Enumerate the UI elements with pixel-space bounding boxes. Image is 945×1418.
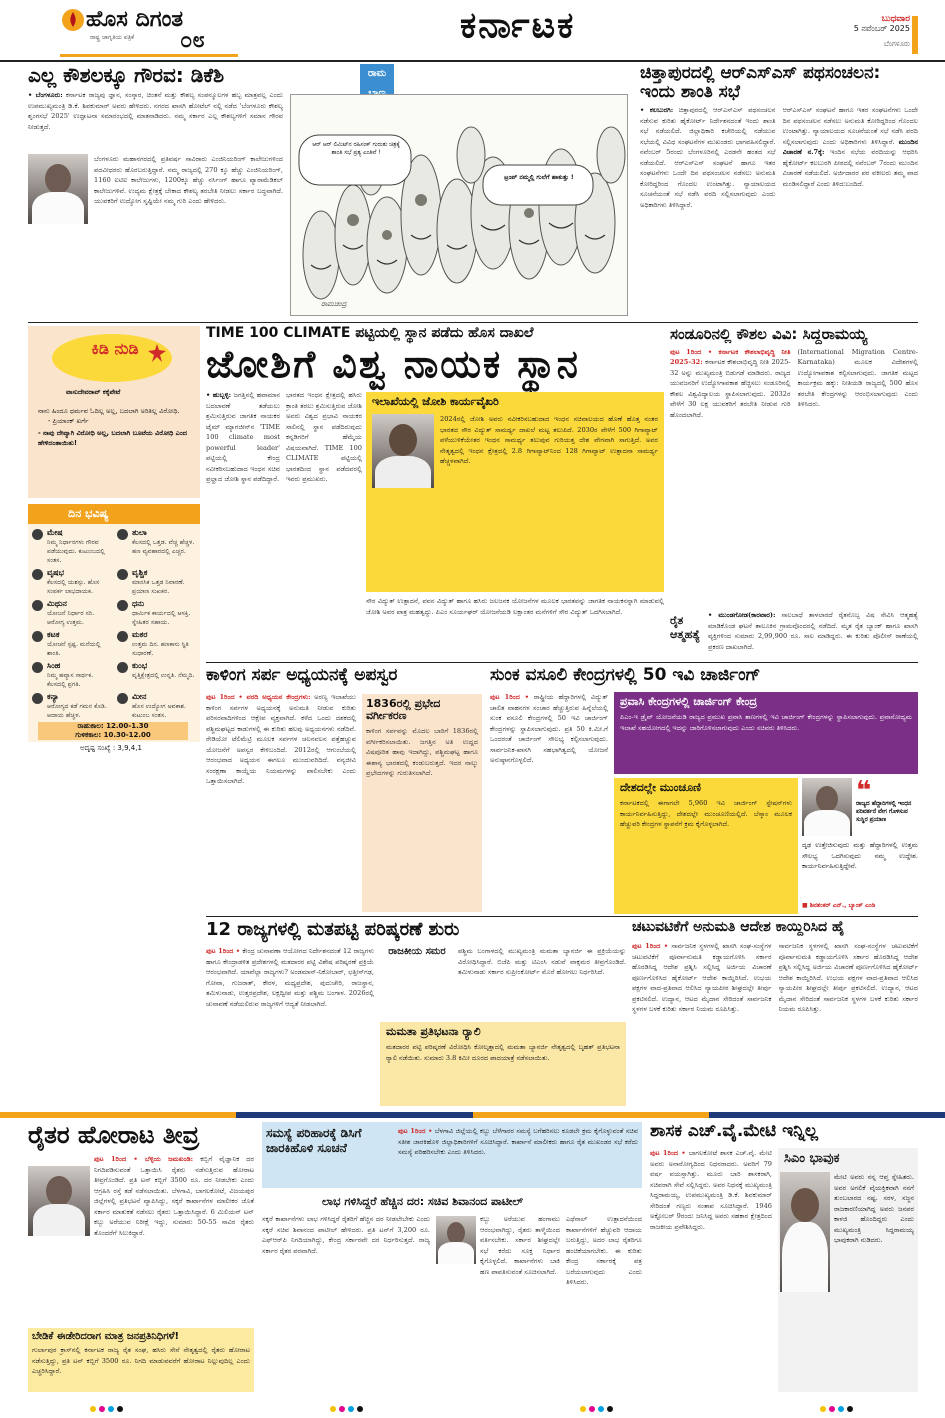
body: • ಮುಂಡಗೋಡ(ಕಾರವಾರ): ಸಾಲಬಾಧೆ ತಾಳಲಾರದೆ ರೈತನೊಬ್ಬ ವಿಷ ಸೇವಿಸಿ ಆತ್ಮಹತ್ಯೆ ಮಾಡಿಕೊಂಡ ಘಟನೆ ತಾಲೂಕಿನ ಗ್ರಾಮವೊಂದರಲ್ಲಿ ನಡೆದಿದೆ. ಮೃತ ರೈತ ಬ್ಯಾಂಕ್ ಹಾಗೂ ಖಾಸಗಿ ವ್ಯಕ್ತಿಗಳಿಂದ ಸುಮಾರು 2,99,900 ರೂ. ಸಾಲ ಮಾಡಿದ್ದರು. ಈ ಕುರಿತು ಪೊಲೀಸ್ ಠಾಣೆಯಲ್ಲಿ ಪ್ರಕರಣ ದಾಖಲಾಗಿದೆ. — [708, 611, 918, 651]
farmers-box — [28, 1328, 254, 1392]
zodiac-icon — [117, 529, 128, 540]
date: 5 ನವೆಂಬರ್ 2025 — [853, 24, 910, 33]
zodiac-icon — [117, 631, 128, 642]
body: ಪುಟ 1ರಿಂದ • ಬೆಳಗಾವಿ ಜಿಲ್ಲೆಯಲ್ಲಿ ಕಬ್ಬು ಬೆಳೆಗಾರರ ಸಮಸ್ಯೆ ಬಗೆಹರಿಸಲು ಕೂಡಲೇ ಕ್ರಮ ಕೈಗೊಳ್ಳುವಂತೆ ಸಚಿವ ಸತೀಶ ಜಾರಕಿಹೊಳಿ ಜಿಲ್ಲಾಧಿಕಾರಿಗಳಿಗೆ ಸೂಚಿಸಿದ್ದಾರೆ. ಕಾರ್ಖಾನೆ ಮಾಲೀಕರು ಹಾಗೂ ರೈತ ಮುಖಂಡರ ಸಭೆ ಕರೆದು ಸಮಸ್ಯೆ ಪರಿಹರಿಸಬೇಕು ಎಂದು ತಿಳಿಸಿದರು. — [398, 1127, 638, 1156]
horoscope-item — [117, 568, 196, 596]
masthead-rule — [0, 60, 945, 62]
quote-label: ರಾಜ್ಯದ ಹೆದ್ದಾರಿಗಳಲ್ಲಿ ಇಂಧನ ಪರಿವರ್ತನೆ ವೇಗ ಗೊಳಿಸುವ ಸುಸ್ಥಿರ ಪ್ರಯಾಣ — [856, 801, 912, 823]
kidi-line-2: - ಪ್ರಿಯಾಂಕ್ ಖರ್ಗೆ — [48, 417, 89, 425]
body-col-2: ಸಾರ್ವಜನಿಕ ಸ್ಥಳಗಳಲ್ಲಿ ಖಾಸಗಿ ಸಂಘ-ಸಂಸ್ಥೆಗಳ ಚಟುವಟಿಕೆಗೆ ಪೂರ್ವಾನುಮತಿ ಕಡ್ಡಾಯಗೊಳಿಸಿ ಸರ್ಕಾರ ಹೊರಡಿಸಿದ್ದ ಆದೇಶ ಪ್ರಶ್ನಿಸಿ ಸಲ್ಲಿಸಿದ್ದ ಅರ್ಜಿಯ ವಿಚಾರಣೆ ಪೂರ್ಣಗೊಳಿಸಿದ ಹೈಕೋರ್ಟ್ ಆದೇಶ ಕಾಯ್ದಿರಿಸಿದೆ. ಉಭಯ ಪಕ್ಷಗಳ ವಾದ-ಪ್ರತಿವಾದ ಆಲಿಸಿದ ನ್ಯಾಯಪೀಠ ಶೀಘ್ರದಲ್ಲೇ ತೀರ್ಪು ಪ್ರಕಟಿಸಲಿದೆ. ಉದ್ಯಾನ, ಆಟದ ಮೈದಾನ ಸೇರಿದಂತೆ ಸಾರ್ವಜನಿಕ ಸ್ಥಳಗಳ ಬಳಕೆ ಕುರಿತು ಸರ್ಕಾರ ನಿಯಮ ರೂಪಿಸಿತ್ತು. — [778, 942, 918, 1014]
headline: ಚಿತ್ತಾಪುರದಲ್ಲಿ ಆರ್‌ಎಸ್‌ಎಸ್ ಪಥಸಂಚಲನ: ಇಂದು ಶಾಂತಿ ಸಭೆ — [640, 63, 881, 102]
box-title: ಪ್ರವಾಸಿ ಕೇಂದ್ರಗಳಲ್ಲಿ ಚಾರ್ಜಿಂಗ್ ಕೇಂದ್ರ — [620, 695, 757, 708]
cartoon-label: ರಾಮ — [360, 64, 394, 108]
story-ev-charging — [490, 666, 918, 914]
headline: ಸುಂಕ ವಸೂಲಿ ಕೇಂದ್ರಗಳಲ್ಲಿ 50 ಇವಿ ಚಾರ್ಜಿಂಗ್ — [490, 665, 761, 685]
zodiac-icon — [32, 662, 43, 673]
sub-body-1: ಸಕ್ಕರೆ ಕಾರ್ಖಾನೆಗಳು ಲಾಭ ಗಳಿಸಿದ್ದರೆ ರೈತರಿಗೆ ಹೆಚ್ಚಿನ ದರ ನೀಡಲೇಬೇಕು ಎಂದು ಸಕ್ಕರೆ ಸಚಿವ ಶಿವಾನಂದ ಪಾಟೀಲ್ ಹೇಳಿದರು. ಪ್ರತಿ ಟನ್‌ಗೆ 3,200 ರೂ. ಎಫ್‌ಆರ್‌ಪಿ ನಿಗದಿಯಾಗಿದ್ದು, ಕೇಂದ್ರ ಸರ್ಕಾರವೇ ದರ ನಿರ್ಧರಿಸುತ್ತದೆ. ರಾಜ್ಯ ಸರ್ಕಾರ ರೈತರ ಪರವಾಗಿದೆ. — [262, 1215, 430, 1255]
headline: ಚಟುವಟಿಕೆಗೆ ಅನುಮತಿ ಆದೇಶ ಕಾಯ್ದಿರಿಸಿದ ಹೈ — [632, 919, 845, 935]
body-col-3: ಸೌರ ವಿದ್ಯುತ್ ಉತ್ಪಾದನೆ, ಪವನ ವಿದ್ಯುತ್ ಹಾಗೂ ಹಸಿರು ಜಲಜನಕ ಯೋಜನೆಗಳ ಮೂಲಕ ಭಾರತವನ್ನು ಜಾಗತಿಕ ನಾಯಕನನ್ನಾಗಿ ಮಾಡುವಲ್ಲಿ ಜೋಶಿ ಅವರ ಪಾತ್ರ ಮಹತ್ವದ್ದು. ಪಿಎಂ ಸೂರ್ಯಘರ್ ಯೋಜನೆಯಡಿ ಲಕ್ಷಾಂತರ ಮನೆಗಳಿಗೆ ಸೌರ ವಿದ್ಯುತ್ ಒದಗಿಸಲಾಗಿದೆ. — [366, 597, 664, 616]
kidi-nudi-text — [38, 406, 192, 448]
story-hy-meti — [650, 1122, 918, 1392]
headline: ಕಾಳಿಂಗ ಸರ್ಪ ಅಧ್ಯಯನಕ್ಕೆ ಅಪಸ್ವರ — [206, 665, 398, 685]
zodiac-text: ಆರೋಗ್ಯದ ಕಡೆ ಗಮನ ಕೊಡಿ. ಆದಾಯ ಹೆಚ್ಚಳ. — [47, 703, 107, 719]
quote-photo — [802, 778, 852, 836]
quote-mark-icon: ❝ — [856, 776, 872, 806]
story-voter-list — [206, 920, 626, 1110]
joshi-photo — [372, 414, 434, 488]
body-2: ಬೆಂಗಳೂರು ಮಹಾನಗರದಲ್ಲಿ ಪ್ರತಿವರ್ಷ ಸಾವಿರಾರು ಎಂಜಿನಿಯರಿಂಗ್ ಕಾಲೇಜುಗಳಿಂದ ಪದವೀಧರರು ಹೊರಬರುತ್ತಿದ್ದಾರೆ. ನಮ್ಮ ರಾಜ್ಯದಲ್ಲಿ 270 ಕ್ಕೂ ಹೆಚ್ಚು ಎಂಜಿನಿಯರಿಂಗ್, 1160 ಐಟಿಐ ಕಾಲೇಜುಗಳು, 1200ಕ್ಕೂ ಹೆಚ್ಚು ನರ್ಸಿಂಗ್ ಹಾಗೂ ಪ್ಯಾರಾಮೆಡಿಕಲ್ ಕಾಲೇಜುಗಳಿವೆ. ಉದ್ಯಮ ಕ್ಷೇತ್ರಕ್ಕೆ ಬೇಕಾದ ಕೌಶಲ್ಯ ತರಬೇತಿ ನೀಡಲು ಸರ್ಕಾರ ಬದ್ಧವಾಗಿದೆ. ಯುವಕರಿಗೆ ಉದ್ಯೋಗ ಸೃಷ್ಟಿಯೇ ನಮ್ಮ ಗುರಿ ಎಂದು ಹೇಳಿದರು. — [94, 155, 283, 205]
lamp-icon — [62, 9, 84, 31]
zodiac-text: ಯೋಚನೆ ಸ್ಪಷ್ಟ. ಮನೆಯಲ್ಲಿ ಶಾಂತಿ. — [47, 641, 101, 657]
kidi-nudi-header — [52, 334, 172, 382]
body-col-1: ಪುಟ 1ರಿಂದ • ಕರ್ನಾಟಕ ಕೌಶಲಾಭಿವೃದ್ಧಿ ನೀತಿ 2025-32: ಕರ್ನಾಟಕ ಕೌಶಲಾಭಿವೃದ್ಧಿ ನೀತಿ 2025-32 ಅನ್ನು ಮುಖ್ಯಮಂತ್ರಿ ಬಿಡುಗಡೆ ಮಾಡಿದರು. ರಾಜ್ಯದ ಯುವಜನರಿಗೆ ಉದ್ಯೋಗಾವಕಾಶ ಹೆಚ್ಚಿಸಲು ಸಂಡೂರಿನಲ್ಲಿ ಕೌಶಲ ವಿಶ್ವವಿದ್ಯಾಲಯ ಸ್ಥಾಪಿಸಲಾಗುವುದು. 2032ರ ವೇಳೆಗೆ 30 ಲಕ್ಷ ಯುವಕರಿಗೆ ತರಬೇತಿ ನೀಡುವ ಗುರಿ ಹೊಂದಲಾಗಿದೆ. — [670, 347, 791, 419]
cm-photo — [780, 1172, 830, 1292]
story-farmer-suicide — [670, 610, 918, 662]
box-body: ಗುರ್ಲಾಪುರ ಕ್ರಾಸ್‌ನಲ್ಲಿ ಕರ್ನಾಟಕ ರಾಜ್ಯ ರೈತ ಸಂಘ, ಹಸಿರು ಸೇನೆ ನೇತೃತ್ವದಲ್ಲಿ ರೈತರು ಹೋರಾಟ ನಡೆಸುತ್ತಿದ್ದು, ಪ್ರತಿ ಟನ್ ಕಬ್ಬಿಗೆ 3500 ರೂ. ನಿಗದಿ ಮಾಡುವವರೆಗೆ ಹೋರಾಟ ನಿಲ್ಲುವುದಿಲ್ಲ ಎಂದು ಎಚ್ಚರಿಸಿದ್ದಾರೆ. — [32, 1346, 250, 1375]
kidi-line-1: ನಾನು ಹಿಂದೂ ಧರ್ಮವ ಓದಿಲ್ಲ ಅಲ್ಲ, ಬದಲಾಗಿ ಅರಿತಿಲ್ಲ ವಿರೋಧಿ. — [38, 407, 180, 415]
zodiac-icon — [117, 600, 128, 611]
logo-tagline: ರಾಷ್ಟ್ರ ಜಾಗೃತಿಯ ಪತ್ರಿಕೆ — [90, 34, 135, 41]
mamata-box — [380, 1022, 626, 1106]
story-skill-university — [670, 326, 918, 606]
zodiac-icon — [117, 693, 128, 704]
city: ಬೆಂಗಳೂರು — [883, 40, 910, 48]
page-number: ೦೮ — [180, 28, 205, 53]
side-body: ಪಶ್ಚಿಮ ಬಂಗಾಳದಲ್ಲಿ ಮುಖ್ಯಮಂತ್ರಿ ಮಮತಾ ಬ್ಯಾನರ್ಜಿ ಈ ಪ್ರಕ್ರಿಯೆಯನ್ನು ವಿರೋಧಿಸಿದ್ದಾರೆ. ಬಿಜೆಪಿ ಮತ್ತು ಟಿಎಂಸಿ ನಡುವೆ ವಾಕ್ಸಮರ ತೀವ್ರಗೊಂಡಿದೆ. ತಮಿಳುನಾಡು ಸರ್ಕಾರ ಸುಪ್ರೀಂಕೋರ್ಟ್ ಮೊರೆ ಹೋಗಲು ನಿರ್ಧರಿಸಿದೆ. — [458, 947, 626, 976]
body-1 — [28, 90, 283, 152]
headline: 12 ರಾಜ್ಯಗಳಲ್ಲಿ ಮತಪಟ್ಟಿ ಪರಿಷ್ಕರಣೆ ಶುರು — [206, 919, 460, 940]
box-body: 2024ರಲ್ಲಿ ಜೋಶಿ ಅವರು ನವೀಕರಿಸಬಹುದಾದ ಇಂಧನ ಸಚಿವಾಲಯದ ಹೊಣೆ ಹೊತ್ತ ನಂತರ ಭಾರತದ ಸೌರ ವಿದ್ಯುತ್ ಸಾಮರ್ಥ್ಯ ದಾಖಲೆ ಮಟ್ಟ ತಲುಪಿದೆ. 2030ರ ವೇಳೆಗೆ 500 ಗಿಗಾವ್ಯಾಟ್ ಪಳೆಯುಳಿಕೆಯೇತರ ಇಂಧನ ಸಾಮರ್ಥ್ಯ ತಲುಪುವ ಗುರಿಯತ್ತ ದೇಶ ವೇಗವಾಗಿ ಸಾಗುತ್ತಿದೆ. ಅವರ ನೇತೃತ್ವದಲ್ಲಿ ಇಂಧನ ಕ್ಷೇತ್ರದಲ್ಲಿ 2.8 ಗಿಗಾವ್ಯಾಟ್‌ನಿಂದ 128 ಗಿಗಾವ್ಯಾಟ್ ಉತ್ಪಾದನಾ ಸಾಮರ್ಥ್ಯ ಹೆಚ್ಚಳವಾಗಿದೆ. — [440, 415, 658, 465]
horoscope-item — [32, 661, 111, 689]
body-col-2: ಆರ್‌ಎಸ್‌ಎಸ್ ಸಂಘಟನೆ ಹಾಗೂ ಇತರ ಸಂಘಟನೆಗಳು ಒಂದೇ ದಿನ ಪಥಸಂಚಲನ ನಡೆಸಲು ಅನುಮತಿ ಕೋರಿದ್ದರಿಂದ ಗೊಂದಲ ಉಂಟಾಗಿತ್ತು. ನ್ಯಾಯಾಲಯದ ಸೂಚನೆಯಂತೆ ಸಭೆ ನಡೆಸಿ ವರದಿ ಸಲ್ಲಿಸಲಾಗುವುದು ಎಂದು ಅಧಿಕಾರಿಗಳು ತಿಳಿಸಿದ್ದಾರೆ. ಮುಂದಿನ ವಿಚಾರಣೆ ನ.7ಕ್ಕೆ: ಇಂದಿನ ಸಭೆಯ ವರದಿಯನ್ನು ಆಧರಿಸಿ ಹೈಕೋರ್ಟ್ ಕಲಬುರಗಿ ಪೀಠದಲ್ಲಿ ನವೆಂಬರ್ 7ರಂದು ಮುಂದಿನ ವಿಚಾರಣೆ ನಡೆಯಲಿದೆ. ಅರ್ಜಿದಾರರ ಪರ ವಕೀಲರು ತಮ್ಮ ವಾದ ಮಂಡಿಸಲಿದ್ದಾರೆ ಎಂದು ತಿಳಿದುಬಂದಿದೆ. — [782, 106, 918, 188]
box-body: ಮೇಟಿ ಅವರು ನನ್ನ ಆಪ್ತ ಸ್ನೇಹಿತರು. ಅವರ ಅಗಲಿಕೆ ವೈಯಕ್ತಿಕವಾಗಿ ನನಗೆ ತುಂಬಲಾರದ ನಷ್ಟ. ಸರಳ, ಸಜ್ಜನ ರಾಜಕಾರಣಿಯಾಗಿದ್ದ ಅವರು ಜನಪರ ಕಾಳಜಿ ಹೊಂದಿದ್ದರು ಎಂದು ಮುಖ್ಯಮಂತ್ರಿ ಸಿದ್ದರಾಮಯ್ಯ ಭಾವುಕರಾಗಿ ನುಡಿದರು. — [834, 1173, 914, 1244]
zodiac-icon — [32, 529, 43, 540]
horoscope-item — [32, 599, 111, 627]
body: ಪುಟ 1ರಿಂದ • ಕೇಂದ್ರ ಚುನಾವಣಾ ಆಯೋಗದ ನಿರ್ದೇಶನದಂತೆ 12 ರಾಜ್ಯಗಳು ಹಾಗೂ ಕೇಂದ್ರಾಡಳಿತ ಪ್ರದೇಶಗಳಲ್ಲಿ ಮತದಾರರ ಪಟ್ಟಿ ವಿಶೇಷ ಪರಿಷ್ಕರಣೆ ಪ್ರಕ್ರಿಯೆ ಆರಂಭವಾಗಿದೆ. ಯಾವೆಲ್ಲಾ ರಾಜ್ಯಗಳು? ಅಂಡಮಾನ್-ನಿಕೋಬಾರ್, ಛತ್ತೀಸ್‌ಗಢ, ಗೋವಾ, ಗುಜರಾತ್, ಕೇರಳ, ಮಧ್ಯಪ್ರದೇಶ, ಪುದುಚೇರಿ, ರಾಜಸ್ಥಾನ, ತಮಿಳುನಾಡು, ಉತ್ತರಪ್ರದೇಶ, ಲಕ್ಷದ್ವೀಪ ಮತ್ತು ಪಶ್ಚಿಮ ಬಂಗಾಳ. 2026ರಲ್ಲಿ ಚುನಾವಣೆ ನಡೆಯಲಿರುವ ರಾಜ್ಯಗಳಿಗೆ ಆದ್ಯತೆ ನೀಡಲಾಗಿದೆ. — [206, 947, 374, 1008]
box-body: ಕಾಳಿಂಗ ಸರ್ಪವನ್ನು ಮೊದಲ ಬಾರಿಗೆ 1836ರಲ್ಲಿ ವರ್ಗೀಕರಿಸಲಾಯಿತು. ಜಗತ್ತಿನ ಅತಿ ಉದ್ದದ ವಿಷಪೂರಿತ ಹಾವು ಇದಾಗಿದ್ದು, ಪಶ್ಚಿಮಘಟ್ಟ ಹಾಗೂ ಈಶಾನ್ಯ ಭಾರತದಲ್ಲಿ ಕಂಡುಬರುತ್ತದೆ. ಇದರ ನಾಲ್ಕು ಪ್ರಭೇದಗಳನ್ನು ಗುರುತಿಸಲಾಗಿದೆ. — [366, 727, 478, 778]
registration-marks-mid — [580, 1406, 613, 1412]
zodiac-icon — [117, 662, 128, 673]
horoscope-grid — [32, 528, 196, 723]
story-kalinga — [206, 666, 482, 914]
body-col-1: ಪುಟ 1ರಿಂದ • ವರದಿ ಅಧ್ಯಯನ ಕೇಂದ್ರಗಳು: ಅರಣ್ಯ ಇಲಾಖೆಯು ಕಾಳಿಂಗ ಸರ್ಪಗಳ ಅಧ್ಯಯನಕ್ಕೆ ಅನುಮತಿ ನೀಡುವ ಕುರಿತು ಪರಿಸರವಾದಿಗಳಿಂದ ಆಕ್ಷೇಪ ವ್ಯಕ್ತವಾಗಿದೆ. ಕಳೆದ ಒಂದು ದಶಕದಲ್ಲಿ ಪಶ್ಚಿಮಘಟ್ಟದ ಕಾಡುಗಳಲ್ಲಿ ಈ ಕುರಿತು ಹಲವು ಅಧ್ಯಯನಗಳು ನಡೆದಿವೆ. ರೇಡಿಯೋ ಟೆಲಿಮೆಟ್ರಿ ಮೂಲಕ ಸರ್ಪಗಳ ಚಲನವಲನ ಪತ್ತೆಹಚ್ಚುವ ಯೋಜನೆಗೆ ಅಪಸ್ವರ ಕೇಳಿಬಂದಿದೆ. 2012ರಲ್ಲಿ ಆಗುಂಬೆಯಲ್ಲಿ ಆರಂಭವಾದ ಅಧ್ಯಯನ ಈಗಲೂ ಮುಂದುವರಿದಿದೆ. ವನ್ಯಜೀವಿ ಸಂರಕ್ಷಣಾ ಕಾಯ್ದೆಯ ನಿಯಮಗಳನ್ನು ಪಾಲಿಸಬೇಕು ಎಂದು ಒತ್ತಾಯಿಸಲಾಗಿದೆ. — [206, 693, 356, 785]
horoscope-item — [117, 692, 196, 720]
zodiac-icon — [32, 600, 43, 611]
logo-text: ಹೊಸ ದಿಗಂತ — [86, 7, 184, 32]
headline: ಎಲ್ಲ ಕೌಶಲಕ್ಕೂ ಗೌರವ: ಡಿಕೆಶಿ — [28, 63, 225, 87]
horoscope-header — [28, 504, 200, 524]
ev-box-2 — [614, 778, 798, 914]
story-dkshi — [28, 64, 283, 318]
headline: ರೈತರ ಹೋರಾಟ ತೀವ್ರ — [28, 1121, 200, 1149]
quote-text: ದೃಢ ಉತ್ತೇಜಿಸುವುದು ಮತ್ತು ಹೆದ್ದಾರಿಗಳಲ್ಲಿ ಉತ್ತಮ ಸೌಲಭ್ಯ ಒದಗಿಸುವುದು ನಮ್ಮ ಉದ್ದೇಶ. ಕಾರ್ಯನಿರ್ವಹಿಸುತ್ತಿದ್ದೇವೆ. — [802, 841, 918, 870]
zodiac-name: ಕುಂಭ — [132, 661, 148, 670]
body: ಪುಟ 1ರಿಂದ • ಬೆಳ್ಳಿಯ ಜಮಖಂಡಿ: ಕಬ್ಬಿಗೆ ವೈಜ್ಞಾನಿಕ ದರ ನಿಗದಿಪಡಿಸುವಂತೆ ಒತ್ತಾಯಿಸಿ ರೈತರು ನಡೆಸುತ್ತಿರುವ ಹೋರಾಟ ತೀವ್ರಗೊಂಡಿದೆ. ಪ್ರತಿ ಟನ್ ಕಬ್ಬಿಗೆ 3500 ರೂ. ದರ ನೀಡಬೇಕು ಎಂದು ಆಗ್ರಹಿಸಿ ರಸ್ತೆ ತಡೆ ನಡೆಸಲಾಯಿತು. ಬೆಳಗಾವಿ, ಬಾಗಲಕೋಟೆ, ವಿಜಯಪುರ ಜಿಲ್ಲೆಗಳಲ್ಲಿ ಪ್ರತಿಭಟನೆ ವ್ಯಾಪಿಸಿದ್ದು, ಸಕ್ಕರೆ ಕಾರ್ಖಾನೆಗಳ ಮಾಲೀಕರ ಜೊತೆ ಸರ್ಕಾರ ಮಾತುಕತೆ ನಡೆಸಲು ರೈತರು ಒತ್ತಾಯಿಸಿದ್ದಾರೆ. 6 ಮಿಲಿಯನ್ ಟನ್ ಕಬ್ಬು ಅರೆಯುವ ನಿರೀಕ್ಷೆ ಇದ್ದು, ಸುಮಾರು 50-55 ಸಾವಿರ ರೈತರು ತೊಂದರೆಗೆ ಸಿಲುಕಿದ್ದಾರೆ. — [94, 1155, 254, 1237]
zodiac-text: ಕೆಲಸದಲ್ಲಿ ಒತ್ತಡ. ವೆಚ್ಚ ಹೆಚ್ಚಳ. ಹಣ ವ್ಯವಹಾರದಲ್ಲಿ ಎಚ್ಚರ. — [132, 539, 195, 555]
kidi-line-3: - ನಾವು ದೇವ್ಯಾಗಿ ವಿರೋಧಿ ಅಲ್ಲ, ಬದಲಾಗಿ ಬೂಟೆಯ ವಿರೋಧಿ ಎಂದ ಹೇಳಿದಂತಾಯಿತು! — [38, 429, 188, 447]
body-col-1: • ಕಲಬುರಗಿ: ಚಿತ್ತಾಪುರದಲ್ಲಿ ಆರ್‌ಎಸ್‌ಎಸ್ ಪಥಸಂಚಲನ ನಡೆಸುವ ಕುರಿತು ಹೈಕೋರ್ಟ್ ನಿರ್ದೇಶನದಂತೆ ಇಂದು ಶಾಂತಿ ಸಭೆ ನಡೆಯಲಿದೆ. ಜಿಲ್ಲಾಧಿಕಾರಿ ಕಚೇರಿಯಲ್ಲಿ ನಡೆಯುವ ಸಭೆಯಲ್ಲಿ ವಿವಿಧ ಸಂಘಟನೆಗಳ ಮುಖಂಡರು ಭಾಗವಹಿಸಲಿದ್ದಾರೆ. ನವೆಂಬರ್ 5ರಂದು ಬೆಂಗಳೂರಿನಲ್ಲಿ ಎರಡನೇ ಹಂತದ ಸಭೆ ನಡೆಯಲಿದೆ. ಆರ್‌ಎಸ್‌ಎಸ್ ಸಂಘಟನೆ ಹಾಗೂ ಇತರ ಸಂಘಟನೆಗಳು ಒಂದೇ ದಿನ ಪಥಸಂಚಲನ ನಡೆಸಲು ಅನುಮತಿ ಕೋರಿದ್ದರಿಂದ ಗೊಂದಲ ಉಂಟಾಗಿತ್ತು. ನ್ಯಾಯಾಲಯದ ಸೂಚನೆಯಂತೆ ಸಭೆ ನಡೆಸಿ ವರದಿ ಸಲ್ಲಿಸಲಾಗುವುದು ಎಂದು ಅಧಿಕಾರಿಗಳು ತಿಳಿಸಿದ್ದಾರೆ. — [640, 106, 776, 209]
registration-marks-left — [90, 1406, 123, 1412]
horoscope-title: ದಿನ ಭವಿಷ್ಯ — [68, 507, 109, 520]
headline: ಸಂಡೂರಿನಲ್ಲಿ ಕೌಶಲ ವಿವಿ: ಸಿದ್ದರಾಮಯ್ಯ — [670, 325, 868, 343]
body-text: ಕರ್ನಾಟಕ ರಾಜ್ಯವು ಜ್ಞಾನ, ಸಂಸ್ಕಾರ, ಚಿಂತನೆ ಮತ್ತು ಕೌಶಲ್ಯ ಸಂಪನ್ಮೂಲಗಳ ಹಬ್ಬ ಮಾತ್ರವಲ್ಲ ಎಂದು ಉಪಮುಖ್ಯಮಂತ್ರಿ ಡಿ.ಕೆ. ಶಿವಕುಮಾರ್ ಅವರು ಹೇಳಿದರು. ನಗರದ ಖಾಸಗಿ ಹೋಟೆಲ್ ನಲ್ಲಿ ನಡೆದ 'ಬೆಂಗಳೂರು ಕೌಶಲ್ಯ ಶೃಂಗಸಭೆ 2025' ಉದ್ಘಾಟನಾ ಸಮಾರಂಭದಲ್ಲಿ ಮಾತನಾಡಿದರು. ನಮ್ಮ ಸರ್ಕಾರ ಎಲ್ಲ ಕೌಶಲ್ಯಗಳಿಗೆ ಸಮಾನ ಗೌರವ ನೀಡುತ್ತದೆ. — [28, 91, 283, 131]
zodiac-name: ಮಿಥುನ — [47, 599, 67, 608]
sub-headline: ಲಾಭ ಗಳಿಸಿದ್ದರೆ ಹೆಚ್ಚಿನ ದರ: ಸಚಿವ ಶಿವಾನಂದ ಪಾಟೀಲ್ — [322, 1195, 523, 1208]
kalinga-box — [362, 694, 482, 912]
kicker: TIME 100 CLIMATE ಪಟ್ಟಿಯಲ್ಲಿ ಸ್ಥಾನ ಪಡೆದು ಹೊಸ ದಾಖಲೆ — [206, 325, 534, 341]
story-highcourt — [632, 920, 918, 1110]
box-body: ಕರ್ನಾಟಕದಲ್ಲಿ ಈಗಾಗಲೇ 5,960 ಇವಿ ಚಾರ್ಜಿಂಗ್ ಸ್ಟೇಷನ್‌ಗಳು ಕಾರ್ಯನಿರ್ವಹಿಸುತ್ತಿದ್ದು, ದೇಶದಲ್ಲೇ ಮುಂಚೂಣಿಯಲ್ಲಿದೆ. ಬೆಸ್ಕಾಂ ಮೂಲಕ ಹೆಚ್ಚುವರಿ ಕೇಂದ್ರಗಳ ಸ್ಥಾಪನೆಗೆ ಕ್ರಮ ಕೈಗೊಳ್ಳಲಾಗಿದೆ. — [620, 799, 792, 829]
side-section — [380, 946, 454, 1018]
cm-box — [778, 1148, 918, 1392]
box-title: 1836ರಲ್ಲಿ ಪ್ರಭೇದ ವರ್ಗೀಕರಣ — [366, 697, 441, 723]
sub-body-2: ಕಬ್ಬು ಅರೆಯುವ ಹಂಗಾಮು ಆರಂಭವಾಗಿದ್ದು, ರೈತರು ತಾಳ್ಮೆಯಿಂದ ವರ್ತಿಸಬೇಕು. ಸರ್ಕಾರ ಶೀಘ್ರದಲ್ಲೇ ಸಭೆ ಕರೆದು ಸೂಕ್ತ ನಿರ್ಧಾರ ಕೈಗೊಳ್ಳಲಿದೆ. ಕಾರ್ಖಾನೆಗಳು ಬಾಕಿ ಹಣ ಪಾವತಿಸುವಂತೆ ಸೂಚಿಸಲಾಗಿದೆ. — [480, 1215, 560, 1276]
body-col-2: (International Migration Centre-Karnataka) ಮೂಲಕ ವಿದೇಶಗಳಲ್ಲಿ ಉದ್ಯೋಗಾವಕಾಶ ಕಲ್ಪಿಸಲಾಗುವುದು. ಜಾಗತಿಕ ಮಟ್ಟದ ಕಾರ್ಯಕ್ರಮ ಹಕ್ಕು: ನೀತಿಯಡಿ ರಾಜ್ಯದಲ್ಲಿ 500 ಹೊಸ ತರಬೇತಿ ಕೇಂದ್ರಗಳನ್ನು ಆರಂಭಿಸಲಾಗುವುದು ಎಂದು ತಿಳಿಸಿದರು. — [797, 347, 918, 408]
zodiac-text: ಯೋಜನೆ ನಿರ್ಧಾರ ಸರಿ. ಆರೋಗ್ಯ ಉತ್ತಮ. — [47, 610, 95, 626]
bubble-right: ಟ್ರಂಪ್ ನಮ್ಮಲ್ಲಿ ಗುಲೆಗೆ ಹಾಕುತ್ತು ! — [504, 174, 574, 181]
box-body: ಪಿಎಂ-ಇ ಡ್ರೈವ್ ಯೋಜನೆಯಡಿ ರಾಜ್ಯದ ಪ್ರಮುಖ ಪ್ರವಾಸಿ ತಾಣಗಳಲ್ಲಿ ಇವಿ ಚಾರ್ಜಿಂಗ್ ಕೇಂದ್ರಗಳನ್ನು ಸ್ಥಾಪಿಸಲಾಗುವುದು. ಪ್ರವಾಸೋದ್ಯಮ ಇಲಾಖೆ ಸಹಯೋಗದಲ್ಲಿ ಇದನ್ನು ಜಾರಿಗೊಳಿಸಲಾಗುವುದು ಎಂದು ಸಚಿವರು ತಿಳಿಸಿದರು. — [620, 713, 912, 732]
zodiac-text: ಕೆಲಸದಲ್ಲಿ ಯಶಸ್ಸು. ಹೊಸ ಸಂಪರ್ಕ ಲಾಭದಾಯಕ. — [47, 579, 100, 595]
missile-crowd-illustration — [291, 95, 628, 316]
ev-quote — [802, 778, 918, 914]
story-jarkiholi — [262, 1122, 642, 1392]
cartoon-panel — [290, 64, 630, 320]
headline: ಜೋಶಿಗೆ ವಿಶ್ವ ನಾಯಕ ಸ್ಥಾನ — [206, 342, 580, 387]
zodiac-icon — [32, 569, 43, 580]
dateline-box — [780, 14, 910, 49]
zodiac-icon — [117, 569, 128, 580]
zodiac-icon — [32, 631, 43, 642]
box-title: ಸಿಎಂ ಭಾವುಕ — [784, 1151, 840, 1166]
quote-author: ■ ಶಿವಶಂಕರ್ ಎನ್., ಬ್ಯಾಂಕ್ ಎಂಡಿ — [802, 902, 876, 909]
box-title: ಇಲಾಖೆಯಲ್ಲಿ ಜೋಶಿ ಕಾರ್ಯವೈಖರಿ — [372, 395, 499, 408]
zodiac-name: ಕನ್ಯಾ — [47, 692, 59, 701]
zodiac-text: ನಿಮ್ಮ ನಿರ್ಧಾರಗಳು ಗೌರವ ಪಡೆಯುವುದು. ಕುಟುಂಬದಲ್ಲಿ ಸಂತಸ. — [47, 539, 105, 564]
zodiac-icon — [32, 693, 43, 704]
horoscope-item — [32, 528, 111, 565]
day: ಬುಧವಾರ — [881, 14, 910, 24]
body: ಪುಟ 1ರಿಂದ • ಬಾಗಲಕೋಟೆ ಶಾಸಕ ಎಚ್.ವೈ. ಮೇಟಿ ಅವರು ಅನಾರೋಗ್ಯದಿಂದ ನಿಧನರಾದರು. ಅವರಿಗೆ 79 ವರ್ಷ ವಯಸ್ಸಾಗಿತ್ತು. ಮೂರು ಬಾರಿ ಶಾಸಕರಾಗಿ, ಸಚಿವರಾಗಿ ಸೇವೆ ಸಲ್ಲಿಸಿದ್ದರು. ಅವರ ನಿಧನಕ್ಕೆ ಮುಖ್ಯಮಂತ್ರಿ ಸಿದ್ದರಾಮಯ್ಯ, ಉಪಮುಖ್ಯಮಂತ್ರಿ ಡಿ.ಕೆ. ಶಿವಕುಮಾರ್ ಸೇರಿದಂತೆ ಗಣ್ಯರು ಸಂತಾಪ ಸೂಚಿಸಿದ್ದಾರೆ. 1946 ಅಕ್ಟೋಬರ್ 9ರಂದು ಜನಿಸಿದ್ದ ಅವರು ಸಹಕಾರ ಕ್ಷೇತ್ರದಿಂದ ರಾಜಕೀಯ ಪ್ರವೇಶಿಸಿದ್ದರು. — [650, 1149, 772, 1231]
zodiac-text: ನಿಮ್ಮ ಹವ್ಯಾಸ ಸಾರ್ಥಕ. ಕೆಲಸದಲ್ಲಿ ಪ್ರಗತಿ. — [47, 672, 94, 688]
box-title: ಮಮತಾ ಪ್ರತಿಭಟನಾ ರ‍್ಯಾಲಿ — [386, 1025, 481, 1038]
zodiac-text: ಉತ್ತಮ ದಿನ. ಹಣಕಾಸು ಸ್ಥಿತಿ ಸುಧಾರಣೆ. — [132, 641, 189, 657]
ev-box-1 — [614, 692, 918, 774]
horoscope-item — [117, 630, 196, 658]
cartoon-frame — [290, 94, 628, 316]
zodiac-name: ತುಲಾ — [132, 528, 147, 537]
box-body: ಮತದಾರರ ಪಟ್ಟಿ ಪರಿಷ್ಕರಣೆ ವಿರೋಧಿಸಿ ಕೋಲ್ಕತ್ತಾದಲ್ಲಿ ಮಮತಾ ಬ್ಯಾನರ್ಜಿ ನೇತೃತ್ವದಲ್ಲಿ ಬೃಹತ್ ಪ್ರತಿಭಟನಾ ರ‍್ಯಾಲಿ ನಡೆಯಿತು. ಸುಮಾರು 3.8 ಕಿಮೀ ದೂರದ ಪಾದಯಾತ್ರೆ ನಡೆಸಲಾಯಿತು. — [386, 1043, 620, 1062]
spark-icon — [148, 344, 166, 366]
horoscope-item — [32, 692, 111, 720]
rahukala-box: ರಾಹುಕಾಲ: 12.00-1.30 ಗುಳಿಕಕಾಲ: 10.30-12.00 — [38, 722, 188, 740]
edge-marker — [912, 16, 918, 54]
body-col-1: ಪುಟ 1ರಿಂದ • ಸಾರ್ವಜನಿಕ ಸ್ಥಳಗಳಲ್ಲಿ ಖಾಸಗಿ ಸಂಘ-ಸಂಸ್ಥೆಗಳ ಚಟುವಟಿಕೆಗೆ ಪೂರ್ವಾನುಮತಿ ಕಡ್ಡಾಯಗೊಳಿಸಿ ಸರ್ಕಾರ ಹೊರಡಿಸಿದ್ದ ಆದೇಶ ಪ್ರಶ್ನಿಸಿ ಸಲ್ಲಿಸಿದ್ದ ಅರ್ಜಿಯ ವಿಚಾರಣೆ ಪೂರ್ಣಗೊಳಿಸಿದ ಹೈಕೋರ್ಟ್ ಆದೇಶ ಕಾಯ್ದಿರಿಸಿದೆ. ಉಭಯ ಪಕ್ಷಗಳ ವಾದ-ಪ್ರತಿವಾದ ಆಲಿಸಿದ ನ್ಯಾಯಪೀಠ ಶೀಘ್ರದಲ್ಲೇ ತೀರ್ಪು ಪ್ರಕಟಿಸಲಿದೆ. ಉದ್ಯಾನ, ಆಟದ ಮೈದಾನ ಸೇರಿದಂತೆ ಸಾರ್ವಜನಿಕ ಸ್ಥಳಗಳ ಬಳಕೆ ಕುರಿತು ಸರ್ಕಾರ ನಿಯಮ ರೂಪಿಸಿತ್ತು. — [632, 942, 772, 1014]
zodiac-name: ವೃಶ್ಚಿಕ — [132, 568, 148, 577]
lucky-numbers: ಅದೃಷ್ಟ ಸಂಖ್ಯೆ : 3,9,4,1 — [80, 744, 142, 752]
zodiac-name: ಧನು — [132, 599, 145, 608]
side-title: ರಾಜಕೀಯ ಸಮರ — [388, 946, 446, 957]
horoscope-item — [32, 630, 111, 658]
horoscope-item — [117, 661, 196, 689]
horoscope-item — [32, 568, 111, 596]
horoscope-panel — [28, 504, 200, 742]
story-chitapur — [640, 64, 918, 320]
zodiac-name: ಸಿಂಹ — [47, 661, 61, 670]
dkshi-photo — [28, 154, 88, 224]
body-col-2: ಭಾರತದ ಇಂಧನ ಕ್ಷೇತ್ರದಲ್ಲಿ ಹಸಿರು ಕ್ರಾಂತಿ ತರಲು ಶ್ರಮಿಸುತ್ತಿರುವ ಜೋಶಿ ಅವರು ವಿಶ್ವದ ಪ್ರಭಾವಿ ನಾಯಕರ ಸಾಲಿನಲ್ಲಿ ಸ್ಥಾನ ಪಡೆದಿರುವುದು ಕನ್ನಡಿಗರಿಗೆ ಹೆಮ್ಮೆಯ ವಿಷಯವಾಗಿದೆ. TIME 100 CLIMATE ಪಟ್ಟಿಯಲ್ಲಿ ಭಾರತದಿಂದ ಸ್ಥಾನ ಪಡೆದವರಲ್ಲಿ ಇವರು ಪ್ರಮುಖರು. — [286, 391, 362, 483]
kidi-nudi-title: ಕಿಡಿ ನುಡಿ — [91, 339, 139, 358]
jarkiholi-box — [262, 1122, 642, 1188]
box-title: ಬೇಡಿಕೆ ಈಡೇರಿದರಾಗ ಮಾತ್ರ ಜನಪ್ರತಿನಿಧಿಗಳೆ! — [32, 1331, 180, 1342]
cartoonist-signature: ರಾಮಚಂದ್ರ — [321, 300, 347, 308]
masthead — [0, 0, 945, 60]
zodiac-name: ಕಟಕ — [47, 630, 60, 639]
story-farmers-protest — [28, 1122, 254, 1392]
color-bar — [0, 1112, 945, 1118]
zodiac-name: ಮಕರ — [132, 630, 148, 639]
kidi-nudi-author: ವಾಸುದೇವರಾವ್ ಕಕ್ಕೆಪೇಟೆ — [66, 388, 121, 396]
zodiac-text: ಧಾರ್ಮಿಕ ಕಾರ್ಯದಲ್ಲಿ ಆಸಕ್ತಿ. ಸ್ನೇಹಿತರ ಸಹಾಯ. — [132, 610, 191, 626]
sub-body-3: ಎಥೆನಾಲ್ ಉತ್ಪಾದನೆಯಿಂದ ಕಾರ್ಖಾನೆಗಳಿಗೆ ಹೆಚ್ಚುವರಿ ಆದಾಯ ಬರುತ್ತಿದ್ದು, ಅದರ ಲಾಭ ರೈತರಿಗೂ ಹಂಚಿಕೆಯಾಗಬೇಕು. ಈ ಕುರಿತು ಕೇಂದ್ರ ಸರ್ಕಾರಕ್ಕೆ ಪತ್ರ ಬರೆಯಲಾಗುವುದು ಎಂದು ತಿಳಿಸಿದರು. — [566, 1215, 642, 1286]
zodiac-name: ಮೇಷ — [47, 528, 63, 537]
body-col-1: ಪುಟ 1ರಿಂದ • ರಾಷ್ಟ್ರೀಯ ಹೆದ್ದಾರಿಗಳಲ್ಲಿ ವಿದ್ಯುತ್ ಚಾಲಿತ ವಾಹನಗಳ ಸಂಚಾರ ಹೆಚ್ಚುತ್ತಿರುವ ಹಿನ್ನೆಲೆಯಲ್ಲಿ ಸುಂಕ ವಸೂಲಿ ಕೇಂದ್ರಗಳಲ್ಲಿ 50 ಇವಿ ಚಾರ್ಜಿಂಗ್ ಕೇಂದ್ರಗಳನ್ನು ಸ್ಥಾಪಿಸಲಾಗುವುದು. ಪ್ರತಿ 50 ಕಿ.ಮೀ.ಗೆ ಒಂದರಂತೆ ಚಾರ್ಜಿಂಗ್ ಸೌಲಭ್ಯ ಕಲ್ಪಿಸಲಾಗುವುದು. ಸಾರ್ವಜನಿಕ-ಖಾಸಗಿ ಸಹಭಾಗಿತ್ವದಲ್ಲಿ ಯೋಜನೆ ಅನುಷ್ಠಾನಗೊಳ್ಳಲಿದೆ. — [490, 693, 608, 764]
zodiac-name: ವೃಷಭ — [47, 568, 64, 577]
zodiac-text: ವೃತ್ತಿಕ್ಷೇತ್ರದಲ್ಲಿ ಉನ್ನತಿ. ನೆಮ್ಮದಿ. — [132, 672, 195, 679]
side-title: ರೈತ ಆತ್ಮಹತ್ಯೆ — [670, 614, 700, 641]
horoscope-item — [117, 599, 196, 627]
kidi-nudi-box — [28, 326, 200, 498]
headline: ಶಾಸಕ ಎಚ್.ವೈ.ಮೇಟಿ ಇನ್ನಿಲ್ಲ — [650, 1121, 818, 1141]
joshi-box — [366, 392, 664, 592]
horoscope-item — [117, 528, 196, 565]
section-title: ಕರ್ನಾಟಕ — [460, 5, 576, 46]
registration-marks-right — [820, 1406, 853, 1412]
zodiac-name: ಮೀನ — [132, 692, 147, 701]
masthead-logo — [60, 5, 238, 57]
zodiac-text: ಮಾನಸಿಕ ಒತ್ತಡ ನಿವಾರಣೆ. ಪ್ರಯಾಣ ಸುಖಕರ. — [132, 579, 185, 595]
box-title: ದೇಶದಲ್ಲೇ ಮುಂಚೂಣಿ — [620, 781, 701, 794]
zodiac-text: ಹೊಸ ಉದ್ಯೋಗ ಅವಕಾಶ. ಕುಟುಂಬ ಸಂತಸ. — [132, 703, 186, 719]
patil-photo — [436, 1216, 476, 1264]
headline: ಸಮಸ್ಯೆ ಪರಿಹಾರಕ್ಕೆ ಡಿಸಿಗೆ ಜಾರಕಿಹೊಳಿ ಸೂಚನೆ — [266, 1126, 362, 1155]
registration-marks-center — [330, 1406, 363, 1412]
bubble-left: ಆರ್ ಆರ್ ಲಿಮಿಟ್‌ನ ರಹಿಸಂಕ್ ಗುರುತು ಚಿತ್ರಕ್ಕೆ ಶಾಂತಿ ಸಭೆ ಪ್ರತ್ಯ ಎಂತಿವೆ ! — [312, 142, 400, 156]
body-col-1: • ಹುಬ್ಬಳ್ಳಿ: ಜಗತ್ತಿನಲ್ಲಿ ಹವಾಮಾನ ಬದಲಾವಣೆ ತಡೆಯಲು ಶ್ರಮಿಸುತ್ತಿರುವ ಜಾಗತಿಕ ನಾಯಕರ ಟೈಮ್ ಮ್ಯಾಗಜೀನ್‌ನ 'TIME 100 climate most powerful leader' ಪಟ್ಟಿಯಲ್ಲಿ ಕೇಂದ್ರ ನವೀಕರಿಸಬಹುದಾದ ಇಂಧನ ಸಚಿವ ಪ್ರಲ್ಹಾದ ಜೋಶಿ ಸ್ಥಾನ ಪಡೆದಿದ್ದಾರೆ. — [206, 391, 280, 483]
dateline: • ಬೆಂಗಳೂರು: — [28, 91, 63, 99]
story-joshi — [206, 326, 664, 658]
